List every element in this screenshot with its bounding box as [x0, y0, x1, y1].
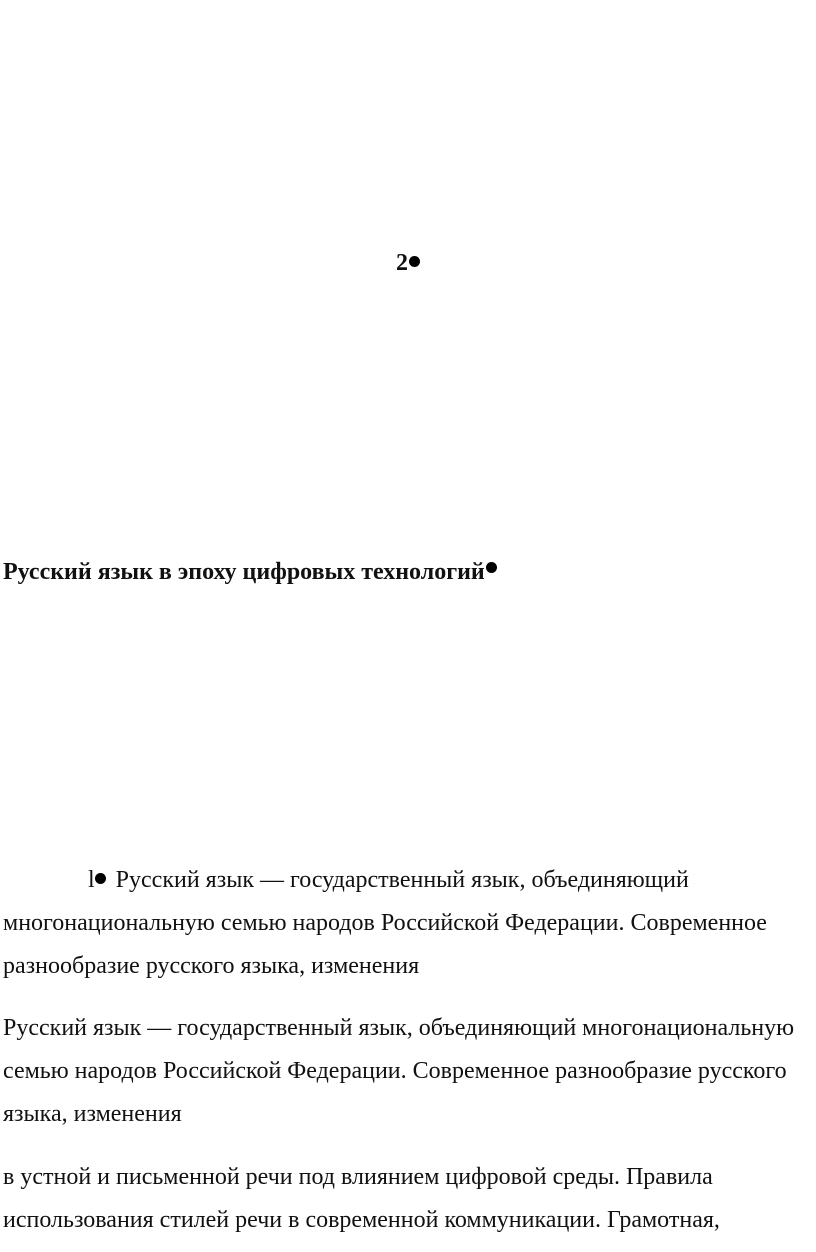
- bullet-icon: [95, 873, 106, 884]
- paragraph-3: [3, 1156, 811, 1242]
- paragraph-3-text: в устной и письменной речи под влиянием цифровой среды. Правила использования стилей речи в современной коммуникации. Грамотная,: [3, 1164, 720, 1233]
- bullet-icon: [486, 562, 497, 573]
- paragraph-1-text: Русский язык — государственный язык, объединяющий многонациональную семью народов Российской Федерации. Современное разнообразие русского языка, изменения: [3, 867, 767, 979]
- document-title: [3, 557, 497, 587]
- document-title-text: Русский язык в эпоху цифровых технологий: [3, 559, 485, 585]
- list-marker: l: [88, 867, 95, 893]
- page-number: [0, 248, 816, 278]
- paragraph-2-text: Русский язык — государственный язык, объединяющий многонациональную семью народов Российской Федерации. Современное разнообразие русского языка, изменения: [3, 1015, 795, 1127]
- paragraph-2: [3, 1007, 811, 1136]
- paragraph-1: [3, 859, 811, 988]
- bullet-icon: [409, 256, 420, 267]
- page-number-text: 2: [396, 250, 408, 276]
